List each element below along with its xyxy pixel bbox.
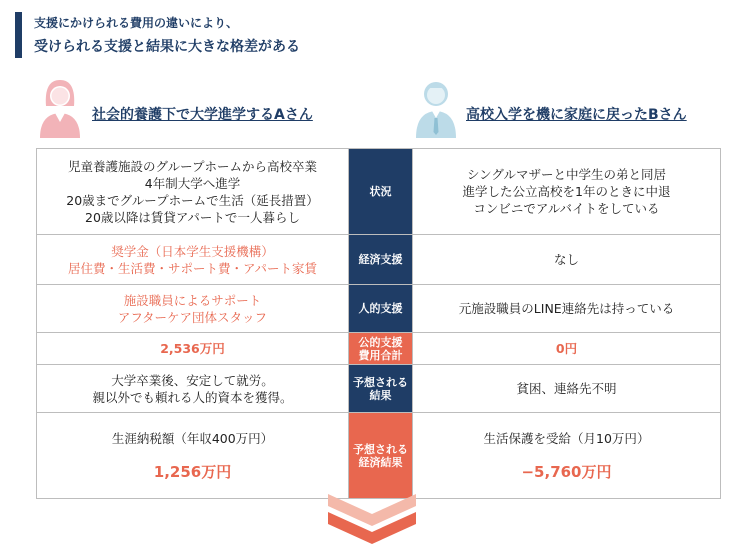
cell-b-welfare-amount: −5,760万円 — [521, 463, 612, 481]
cell-b-expected-economic — [413, 413, 721, 499]
cell-b-expected-result: 貧困、連絡先不明 — [413, 365, 721, 413]
label-human-support: 人的支援 — [349, 285, 413, 333]
chevron-down-icon — [324, 490, 420, 548]
cell-a-tax-amount: 1,256万円 — [153, 463, 232, 481]
cell-b-public-cost: 0円 — [413, 333, 721, 365]
female-avatar-icon — [36, 76, 84, 138]
header-line-1: 支援にかけられる費用の違いにより、 — [34, 16, 239, 30]
table-row-economic-support — [37, 235, 721, 285]
cell-a-expected-economic — [37, 413, 349, 499]
cell-a-situation: 児童養護施設のグループホームから高校卒業 4年制大学へ進学 20歳までグループホームで生活（延長措置） 20歳以降は賃貸アパートで一人暮らし — [37, 149, 349, 235]
label-economic-support: 経済支援 — [349, 235, 413, 285]
header-line-2: 受けられる支援と結果に大きな格差がある — [34, 39, 300, 55]
label-situation: 状況 — [349, 149, 413, 235]
person-b-name: 高校入学を機に家庭に戻ったBさん — [466, 107, 687, 123]
header-accent-bar — [15, 12, 22, 58]
cell-a-tax-label: 生涯納税額（年収400万円） — [111, 431, 274, 446]
table-row-expected-result — [37, 365, 721, 413]
male-avatar-icon — [412, 76, 460, 138]
label-expected-result: 予想される 結果 — [349, 365, 413, 413]
table-row-public-cost — [37, 333, 721, 365]
cell-b-situation: シングルマザーと中学生の弟と同居 進学した公立高校を1年のときに中退 コンビニでアルバイトをしている — [413, 149, 721, 235]
cell-b-welfare-label: 生活保護を受給（月10万円） — [483, 431, 650, 446]
table-row-human-support — [37, 285, 721, 333]
cell-a-public-cost: 2,536万円 — [37, 333, 349, 365]
table-row-expected-economic — [37, 413, 721, 499]
comparison-table — [36, 148, 721, 499]
cell-a-human-support: 施設職員によるサポート アフターケア団体スタッフ — [37, 285, 349, 333]
cell-a-expected-result: 大学卒業後、安定して就労。 親以外でも頼れる人的資本を獲得。 — [37, 365, 349, 413]
cell-b-human-support: 元施設職員のLINE連絡先は持っている — [413, 285, 721, 333]
label-public-cost: 公的支援 費用合計 — [349, 333, 413, 365]
cell-b-economic-support: なし — [413, 235, 721, 285]
cell-a-economic-support: 奨学金（日本学生支援機構） 居住費・生活費・サポート費・アパート家賃 — [37, 235, 349, 285]
table-row-situation — [37, 149, 721, 235]
person-a-name: 社会的養護下で大学進学するAさん — [92, 107, 313, 123]
label-expected-economic: 予想される 経済結果 — [349, 413, 413, 499]
